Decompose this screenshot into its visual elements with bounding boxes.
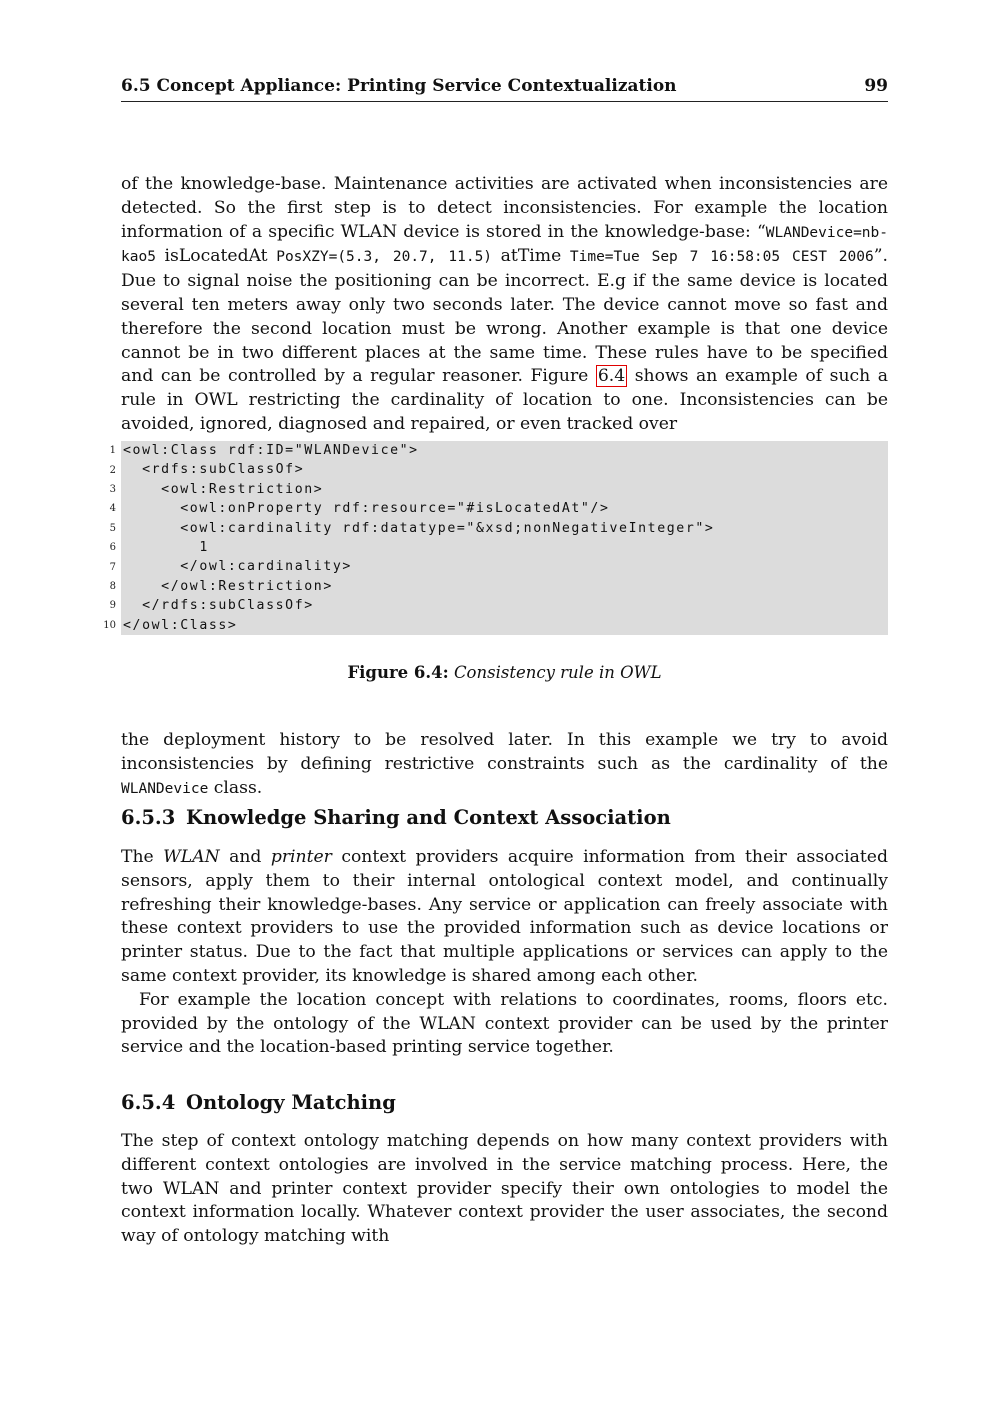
line-number: 1 bbox=[109, 445, 116, 457]
inline-code: Time=Tue Sep 7 16:58:05 CEST 2006 bbox=[569, 249, 874, 266]
code-text: </owl:Class> bbox=[121, 616, 888, 635]
line-number: 7 bbox=[109, 561, 116, 573]
body-paragraph bbox=[121, 846, 888, 989]
inline-code: PosXZY=(5.3, 20.7, 11.5) bbox=[276, 249, 493, 266]
section-title: Ontology Matching bbox=[186, 1091, 396, 1114]
code-line bbox=[96, 538, 888, 557]
code-line bbox=[96, 596, 888, 615]
code-text: <owl:onProperty rdf:resource="#isLocatedAt"/> bbox=[121, 499, 888, 518]
code-line bbox=[96, 460, 888, 479]
inline-code: WLANDevice bbox=[121, 780, 209, 797]
body-paragraph bbox=[121, 729, 888, 801]
code-text: </owl:cardinality> bbox=[121, 557, 888, 576]
section-body-6-5-4 bbox=[121, 1130, 888, 1249]
italic-term: printer bbox=[270, 847, 332, 867]
code-text: <rdfs:subClassOf> bbox=[121, 460, 888, 479]
code-line bbox=[96, 499, 888, 518]
text-run: context providers acquire information from their associated sensors, apply them to their internal ontological context model, and continually refreshing their knowledge-bases. Any service or application can freely associate with these context providers to use the provided information such as device locations or printer status. Due to the fact that multiple applications or services can apply to the same context provider, its knowledge is shared among each other. bbox=[121, 847, 888, 986]
line-number: 10 bbox=[103, 619, 116, 631]
text-run: and bbox=[219, 847, 271, 867]
code-text: </rdfs:subClassOf> bbox=[121, 596, 888, 615]
code-line bbox=[96, 441, 888, 460]
section-heading-6-5-3 bbox=[121, 806, 671, 829]
text-run: of the knowledge-base. Maintenance activities are activated when inconsistencies are detected. So the first step is to detect inconsistencies. For example the location information of a specific WLAN device is stored in the knowledge-base: “ bbox=[121, 174, 888, 242]
text-run: shows an example of such a rule in OWL restricting the cardinality of location to one. Inconsistencies can be avoided, ignored, diagnosed and repaired, or even tracked over bbox=[121, 366, 888, 434]
code-line bbox=[96, 557, 888, 576]
code-text: <owl:Restriction> bbox=[121, 480, 888, 499]
code-text: <owl:Class rdf:ID="WLANDevice"> bbox=[121, 441, 888, 460]
inline-code: WLANDevice=nb-kao5 bbox=[121, 224, 888, 266]
line-number: 9 bbox=[109, 600, 116, 612]
body-paragraph bbox=[121, 173, 888, 437]
italic-term: WLAN bbox=[163, 847, 220, 867]
paragraph-deployment-history bbox=[121, 729, 888, 801]
text-run: the deployment history to be resolved later. In this example we try to avoid inconsistencies by defining restrictive constraints such as the cardinality of the bbox=[121, 730, 888, 774]
code-listing bbox=[96, 441, 888, 635]
code-line bbox=[96, 577, 888, 596]
page-number: 99 bbox=[864, 76, 888, 96]
code-text: 1 bbox=[121, 538, 888, 557]
line-number: 8 bbox=[109, 580, 116, 592]
section-body-6-5-3 bbox=[121, 846, 888, 1060]
line-number: 3 bbox=[109, 483, 116, 495]
figure-caption-text: Consistency rule in OWL bbox=[453, 663, 662, 682]
running-header bbox=[121, 76, 888, 102]
section-heading-6-5-4 bbox=[121, 1091, 396, 1114]
code-line bbox=[96, 480, 888, 499]
line-number: 5 bbox=[109, 522, 116, 534]
header-section-title: 6.5 Concept Appliance: Printing Service Contextualization bbox=[121, 76, 677, 96]
line-number: 2 bbox=[109, 464, 116, 476]
section-number: 6.5.4 bbox=[121, 1091, 176, 1114]
section-number: 6.5.3 bbox=[121, 806, 176, 829]
section-title: Knowledge Sharing and Context Association bbox=[186, 806, 671, 829]
text-run: The bbox=[121, 847, 164, 867]
text-run: isLocatedAt bbox=[155, 246, 277, 267]
code-line bbox=[96, 616, 888, 635]
text-run: class. bbox=[208, 777, 263, 798]
line-number: 4 bbox=[109, 503, 116, 515]
code-text: <owl:cardinality rdf:datatype="&xsd;nonNegativeInteger"> bbox=[121, 519, 888, 538]
paragraph-knowledge-base bbox=[121, 173, 888, 437]
code-line bbox=[96, 519, 888, 538]
body-paragraph: The step of context ontology matching depends on how many context providers with different context ontologies are involved in the service matching process. Here, the two WLAN and printer context provider specify their own ontologies to model the context information locally. Whatever context provider the user associates, the second way of ontology matching with bbox=[121, 1131, 888, 1247]
figure-label: Figure 6.4: bbox=[347, 663, 449, 682]
figure-reference-link[interactable]: 6.4 bbox=[597, 366, 626, 387]
body-paragraph: For example the location concept with relations to coordinates, rooms, floors etc. provided by the ontology of the WLAN context provider can be used by the printer service and the location-based printing service together. bbox=[121, 989, 888, 1058]
line-number: 6 bbox=[109, 542, 116, 554]
text-run: atTime bbox=[492, 246, 570, 267]
figure-caption bbox=[121, 663, 888, 682]
text-run: ”. Due to signal noise the positioning can be incorrect. E.g if the same device is located several ten meters away only two seconds later. The device cannot move so fast and therefore the second location must be wrong. Another example is that one device cannot be in two different places at the same time. These rules have to be specified and can be controlled by a regular reasoner. Figure bbox=[121, 246, 888, 387]
code-text: </owl:Restriction> bbox=[121, 577, 888, 596]
